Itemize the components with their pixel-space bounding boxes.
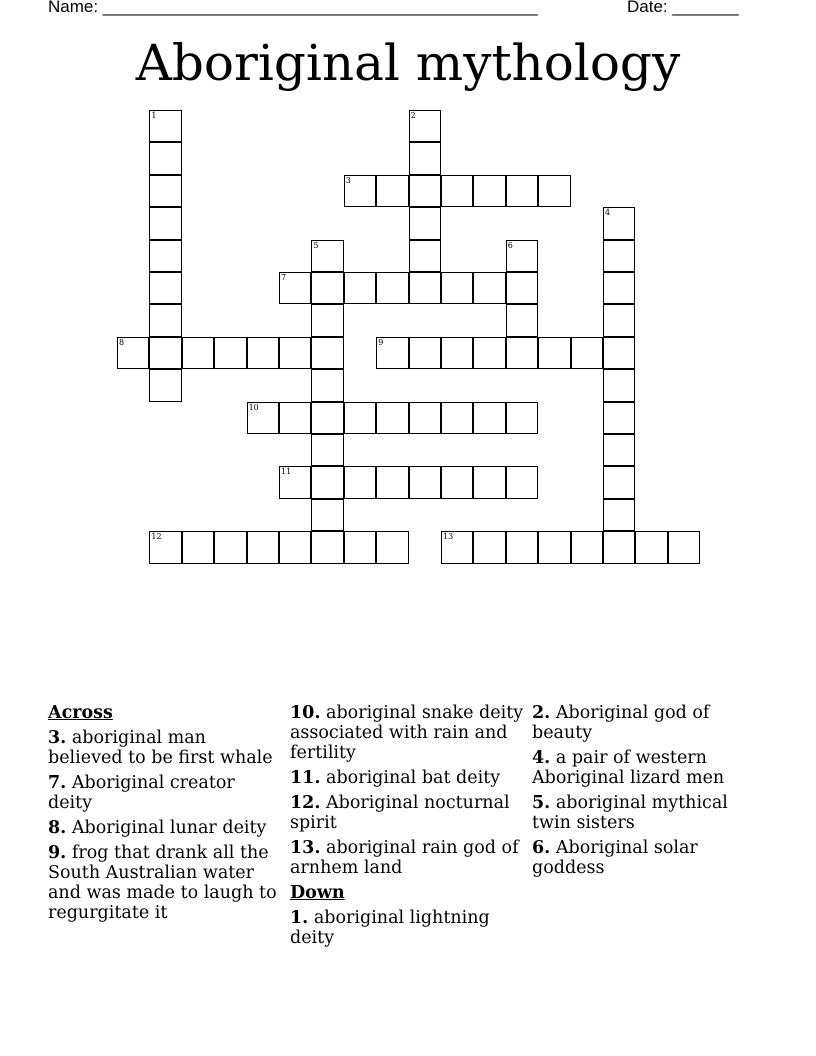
grid-cell[interactable] [214,531,246,563]
grid-cell[interactable] [473,175,505,207]
grid-cell[interactable] [409,272,441,304]
clue-down-4 [532,748,768,788]
grid-cell[interactable] [149,337,181,369]
grid-cell[interactable] [182,337,214,369]
clue-across-8 [48,818,284,838]
grid-cell[interactable] [311,304,343,336]
grid-cell[interactable] [376,272,408,304]
clue-text: aboriginal rain god of arnhem land [290,838,519,878]
grid-cell[interactable] [506,304,538,336]
clue-across-10 [290,703,526,763]
down-heading: Down [290,883,345,903]
grid-cell[interactable] [441,175,473,207]
grid-cell[interactable] [538,531,570,563]
grid-cell[interactable] [182,531,214,563]
grid-cell[interactable] [279,272,311,304]
grid-cell[interactable] [311,337,343,369]
grid-cell[interactable] [441,272,473,304]
grid-cell[interactable] [376,337,408,369]
grid-cell[interactable] [409,240,441,272]
grid-cell[interactable] [409,175,441,207]
clue-number-label: 13 [443,532,454,542]
grid-cell[interactable] [668,531,700,563]
grid-cell[interactable] [571,337,603,369]
grid-cell[interactable] [247,531,279,563]
grid-cell[interactable] [506,402,538,434]
grid-cell[interactable] [311,272,343,304]
grid-cell[interactable] [506,175,538,207]
clue-number: 8. [48,818,67,838]
grid-cell[interactable] [538,337,570,369]
grid-cell[interactable] [441,337,473,369]
grid-cell[interactable] [409,466,441,498]
grid-cell[interactable] [376,531,408,563]
grid-cell[interactable] [603,369,635,401]
clue-number: 13. [290,838,321,858]
grid-cell[interactable] [473,402,505,434]
grid-cell[interactable] [376,466,408,498]
grid-cell[interactable] [149,272,181,304]
grid-cell[interactable] [409,142,441,174]
across-heading: Across [48,703,113,723]
name-field-label: Name: ______________________________________________ [48,0,538,16]
clue-number: 12. [290,793,321,813]
grid-cell[interactable] [149,110,181,142]
clue-across-12 [290,793,526,833]
clue-number-label: 5 [313,240,319,250]
clue-text: aboriginal snake deity associated with rain and fertility [290,703,524,763]
clue-column-3 [532,703,768,883]
grid-cell[interactable] [506,272,538,304]
grid-cell[interactable] [279,466,311,498]
grid-cell[interactable] [603,434,635,466]
clue-across-9 [48,843,284,923]
grid-cell[interactable] [603,466,635,498]
date-field-label: Date: _______ [627,0,739,16]
clue-text: Aboriginal lunar deity [71,818,267,838]
clue-number: 10. [290,703,321,723]
clue-number-label: 8 [119,337,125,347]
clue-number-label: 11 [281,467,292,477]
grid-cell[interactable] [344,272,376,304]
clue-across-3 [48,728,284,768]
grid-cell[interactable] [376,402,408,434]
grid-cell[interactable] [117,337,149,369]
clue-down-2 [532,703,768,743]
grid-cell[interactable] [149,304,181,336]
grid-cell[interactable] [538,175,570,207]
grid-cell[interactable] [473,531,505,563]
grid-cell[interactable] [473,466,505,498]
clue-column-1 [48,703,284,928]
grid-cell[interactable] [409,337,441,369]
grid-cell[interactable] [635,531,667,563]
grid-cell[interactable] [279,337,311,369]
clue-across-11 [290,768,526,788]
clue-number: 11. [290,768,321,788]
clue-text: aboriginal man believed to be first whale [48,728,273,768]
clue-number: 9. [48,843,67,863]
grid-cell[interactable] [376,175,408,207]
clue-column-2 [290,703,526,953]
grid-cell[interactable] [603,337,635,369]
grid-cell[interactable] [344,402,376,434]
grid-cell[interactable] [506,240,538,272]
grid-cell[interactable] [311,434,343,466]
grid-cell[interactable] [149,531,181,563]
grid-cell[interactable] [279,531,311,563]
grid-cell[interactable] [409,110,441,142]
grid-cell[interactable] [311,499,343,531]
grid-cell[interactable] [603,402,635,434]
grid-cell[interactable] [149,369,181,401]
grid-cell[interactable] [247,402,279,434]
grid-cell[interactable] [344,531,376,563]
grid-cell[interactable] [344,466,376,498]
grid-cell[interactable] [149,142,181,174]
grid-cell[interactable] [149,175,181,207]
grid-cell[interactable] [311,402,343,434]
grid-cell[interactable] [603,272,635,304]
clue-across-13 [290,838,526,878]
grid-cell[interactable] [149,207,181,239]
grid-cell[interactable] [473,272,505,304]
grid-cell[interactable] [506,466,538,498]
grid-cell[interactable] [603,304,635,336]
grid-cell[interactable] [441,466,473,498]
clue-number: 5. [532,793,551,813]
clue-down-5 [532,793,768,833]
clue-number: 1. [290,908,309,928]
clue-text: aboriginal mythical twin sisters [532,793,728,833]
grid-cell[interactable] [603,240,635,272]
clue-number: 3. [48,728,67,748]
grid-cell[interactable] [506,531,538,563]
grid-cell[interactable] [247,337,279,369]
clue-number-label: 2 [410,111,416,120]
grid-cell[interactable] [441,531,473,563]
clue-text: aboriginal lightning deity [290,908,490,948]
clue-down-1 [290,908,526,948]
clue-text: Aboriginal creator deity [48,773,235,813]
clue-text: frog that drank all the South Australian water and was made to laugh to regurgitate it [48,843,277,923]
grid-cell[interactable] [311,369,343,401]
clue-number-label: 3 [345,175,351,185]
clue-text: a pair of western Aboriginal lizard men [532,748,725,788]
grid-cell[interactable] [311,531,343,563]
clue-number-label: 1 [151,111,157,120]
grid-cell[interactable] [214,337,246,369]
clue-number-label: 9 [378,337,384,347]
clue-down-6 [532,838,768,878]
grid-cell[interactable] [279,402,311,434]
clue-number: 4. [532,748,551,768]
grid-cell[interactable] [149,240,181,272]
grid-cell[interactable] [409,207,441,239]
clue-text: Aboriginal god of beauty [532,703,710,743]
grid-cell[interactable] [603,531,635,563]
clue-number-label: 12 [151,532,162,542]
clue-number: 7. [48,773,67,793]
clue-number-label: 6 [507,240,513,250]
clue-number-label: 7 [281,273,287,282]
clue-text: Aboriginal nocturnal spirit [290,793,510,833]
grid-cell[interactable] [603,207,635,239]
grid-cell[interactable] [473,337,505,369]
grid-cell[interactable] [441,402,473,434]
grid-cell[interactable] [409,402,441,434]
clue-number: 6. [532,838,551,858]
clue-number: 2. [532,703,551,723]
grid-cell[interactable] [506,337,538,369]
grid-cell[interactable] [603,499,635,531]
clue-text: Aboriginal solar goddess [532,838,698,878]
grid-cell[interactable] [311,240,343,272]
grid-cell[interactable] [311,466,343,498]
grid-cell[interactable] [571,531,603,563]
clue-number-label: 4 [605,208,611,218]
clue-text: aboriginal bat deity [326,768,501,788]
clue-number-label: 10 [248,402,259,412]
grid-cell[interactable] [344,175,376,207]
page-title: Aboriginal mythology [135,34,681,92]
clue-across-7 [48,773,284,813]
